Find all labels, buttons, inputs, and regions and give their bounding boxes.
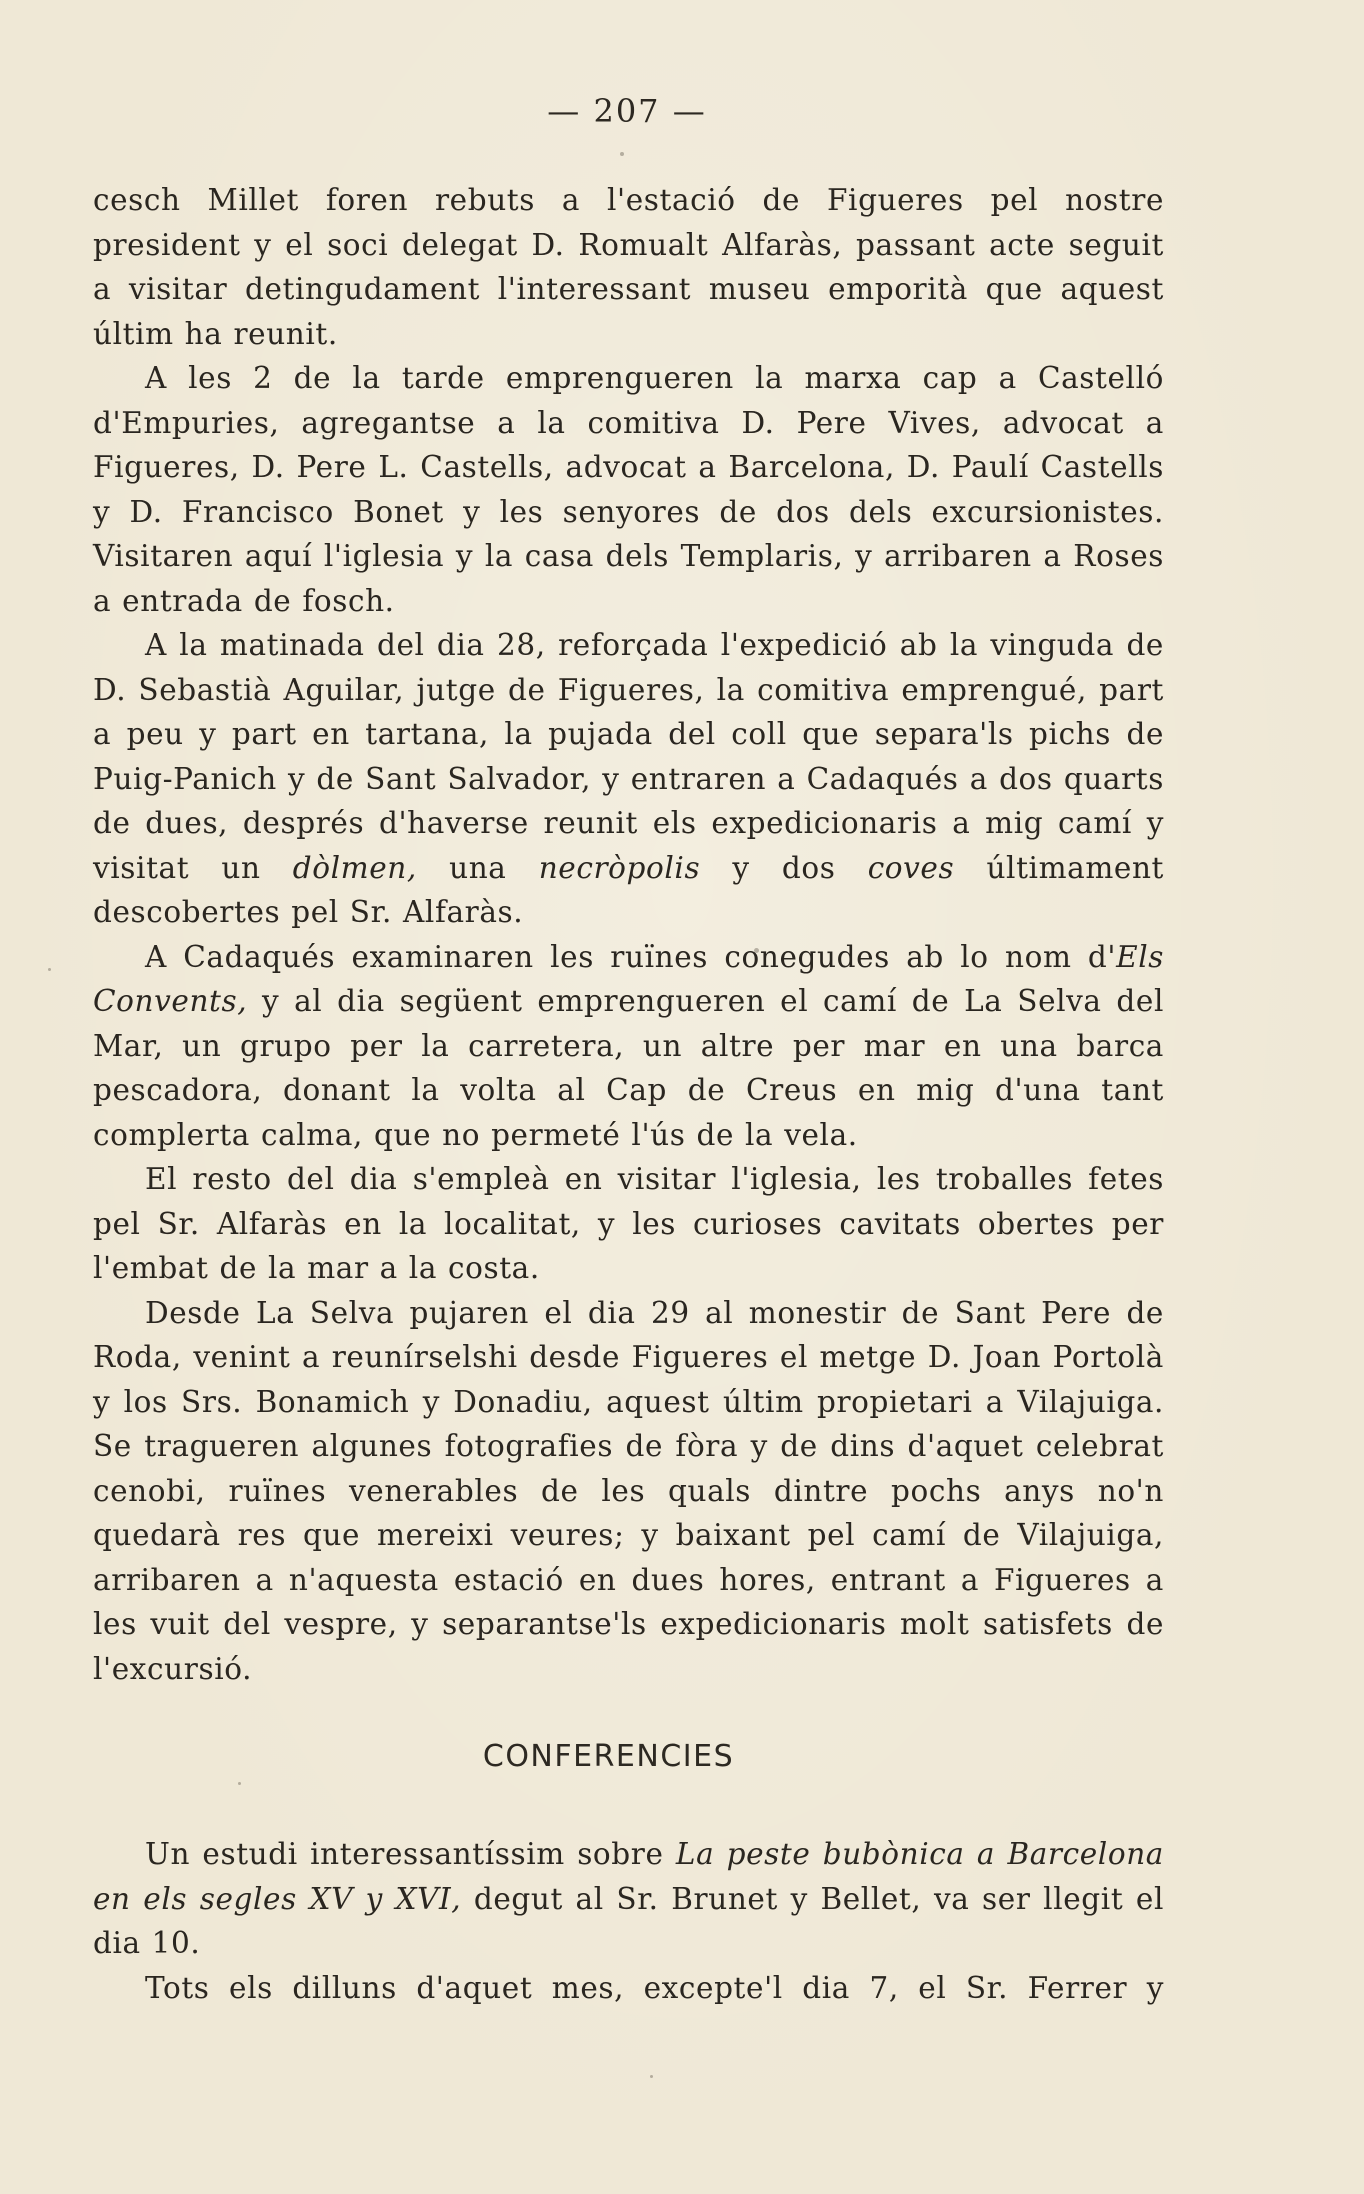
body-text bbox=[93, 178, 1164, 2010]
paragraph bbox=[93, 935, 1164, 1158]
section-heading: CONFERENCIES bbox=[482, 1739, 735, 1774]
italic-text: coves bbox=[867, 850, 955, 885]
paragraph bbox=[93, 1966, 1164, 2011]
paragraph bbox=[93, 356, 1164, 623]
paragraph bbox=[93, 1832, 1164, 1966]
paragraph bbox=[93, 1291, 1164, 1692]
text-run: A la matinada del dia 28, reforçada l'expedició ab la vinguda de D. Sebastià Aguilar, jutge de Figueres, la comitiva emprengué, part a peu y part en tartana, la pujada del coll que separa'ls pichs de Puig-Panich y de Sant Salvador, y entraren a Cadaqués a dos quarts de dues, després d'haverse reunit els expedicionaris a mig camí y visitat un bbox=[93, 628, 1164, 885]
text-run: Tots els dilluns d'aquet mes, excepte'l dia 7, el Sr. Ferrer y bbox=[145, 1970, 1164, 2005]
text-run: A Cadaqués examinaren les ruïnes conegudes ab lo nom d' bbox=[145, 939, 1117, 974]
italic-text: Els Convents, bbox=[93, 939, 1164, 1018]
italic-text: necròpolis bbox=[538, 850, 701, 885]
text-run: degut al Sr. Brunet y Bellet, va ser llegit el dia 10. bbox=[93, 1881, 1164, 1960]
text-run: y dos bbox=[700, 850, 868, 885]
text-run: una bbox=[416, 850, 539, 885]
italic-text: La peste bubònica a Barcelona en els segles XV y XVI, bbox=[93, 1837, 1164, 1916]
text-run: y al dia següent emprengueren el camí de La Selva del Mar, un grupo per la carretera, un altre per mar en una barca pescadora, donant la volta al Cap de Creus en mig d'una tant complerta calma, que no permeté l'ús de la vela. bbox=[93, 984, 1164, 1152]
paragraph bbox=[93, 1157, 1164, 1291]
paragraphs-bottom bbox=[93, 1832, 1164, 2010]
paper-speck bbox=[650, 2075, 653, 2078]
text-run: últimament descobertes pel Sr. Alfaràs. bbox=[93, 850, 1165, 929]
paragraphs-top bbox=[93, 178, 1164, 1691]
paragraph bbox=[93, 623, 1164, 935]
page-number: — 207 — bbox=[547, 92, 707, 130]
text-run: cesch Millet foren rebuts a l'estació de Figueres pel nostre president y el soci delegat D. Romualt Alfaràs, passant acte seguit a visitar detingudament l'interessant museu emporità que aquest últim ha reunit. bbox=[93, 183, 1164, 351]
paper-speck bbox=[620, 152, 624, 156]
paper-speck bbox=[754, 948, 759, 953]
paper-speck bbox=[238, 1782, 241, 1785]
paper-speck bbox=[48, 968, 51, 971]
paragraph bbox=[93, 178, 1164, 356]
italic-text: dòlmen, bbox=[292, 850, 417, 885]
text-run: Un estudi interessantíssim sobre bbox=[145, 1837, 676, 1871]
text-run: El resto del dia s'empleà en visitar l'iglesia, les troballes fetes pel Sr. Alfaràs en la localitat, y les curioses cavitats obertes per l'embat de la mar a la costa. bbox=[93, 1162, 1164, 1285]
text-run: Desde La Selva pujaren el dia 29 al monestir de Sant Pere de Roda, venint a reunírselshi desde Figueres el metge D. Joan Portolà y los Srs. Bonamich y Donadiu, aquest últim propietari a Vilajuiga. Se tragueren algunes fotografies de fòra y de dins d'aquet celebrat cenobi, ruïnes venerables de les quals dintre pochs anys no'n quedarà res que mereixi veures; y baixant pel camí de Vilajuiga, arribaren a n'aquesta estació en dues hores, entrant a Figueres a les vuit del vespre, y separantse'ls expedicionaris molt satisfets de l'excursió. bbox=[93, 1295, 1164, 1686]
text-run: A les 2 de la tarde emprengueren la marxa cap a Castelló d'Empuries, agregantse a la comitiva D. Pere Vives, advocat a Figueres, D. Pere L. Castells, advocat a Barcelona, D. Paulí Castells y D. Francisco Bonet y les senyores de dos dels excursionistes. Visitaren aquí l'iglesia y la casa dels Templaris, y arribaren a Roses a entrada de fosch. bbox=[93, 361, 1164, 618]
